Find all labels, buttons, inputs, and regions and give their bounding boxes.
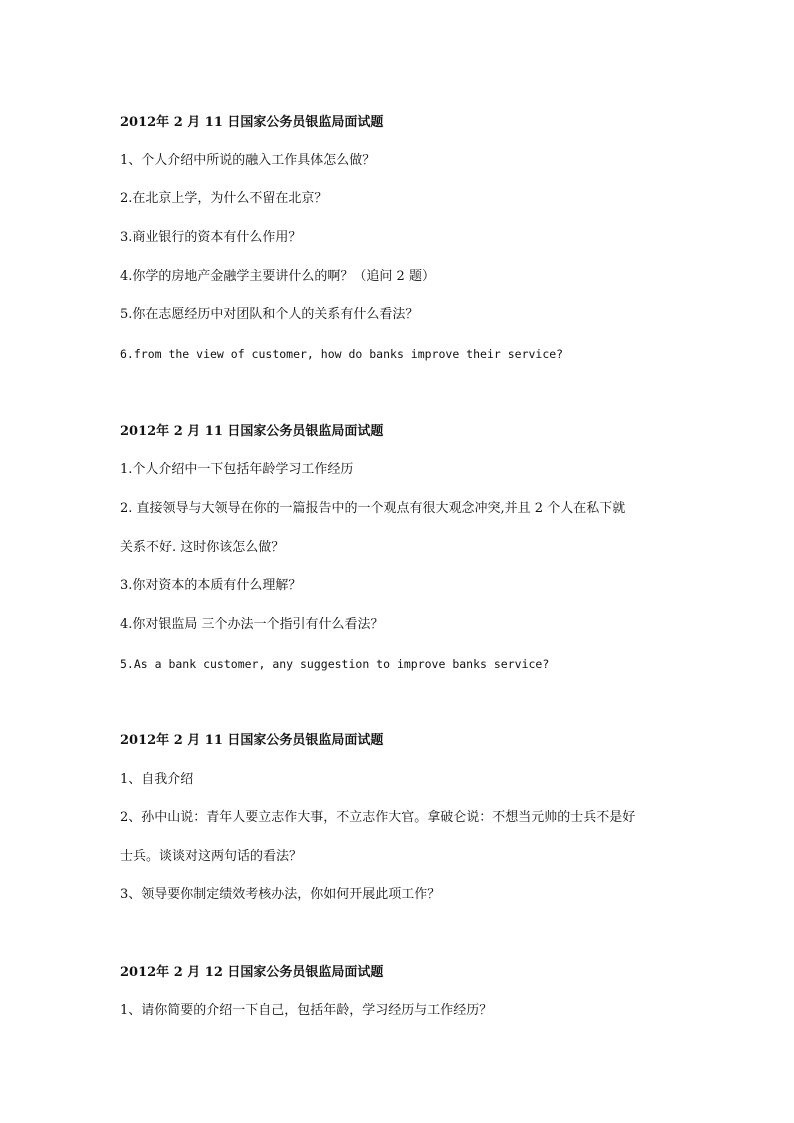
question-line: 5.你在志愿经历中对团队和个人的关系有什么看法？ <box>120 307 419 322</box>
question-line: 3.商业银行的资本有什么作用？ <box>120 230 302 245</box>
question-line: 5.As a bank customer, any suggestion to improve banks service? <box>120 657 550 671</box>
question-line: 3、领导要你制定绩效考核办法，你如何开展此项工作？ <box>120 887 441 902</box>
section-heading: 2012年 2 月 11 日国家公务员银监局面试题 <box>120 115 384 130</box>
question-line: 1、个人介绍中所说的融入工作具体怎么做？ <box>120 153 376 168</box>
question-line: 1、自我介绍 <box>120 772 194 787</box>
section-heading: 2012年 2 月 11 日国家公务员银监局面试题 <box>120 424 384 439</box>
question-line: 士兵。谈谈对这两句话的看法？ <box>120 849 303 864</box>
section-heading: 2012年 2 月 12 日国家公务员银监局面试题 <box>120 965 384 980</box>
question-line: 2、孙中山说：青年人要立志作大事，不立志作大官。拿破仑说：不想当元帅的士兵不是好 <box>120 810 636 825</box>
question-line: 1.个人介绍中一下包括年龄学习工作经历 <box>120 462 354 477</box>
question-line: 4.你对银监局 三个办法一个指引有什么看法？ <box>120 617 384 632</box>
question-line: 6.from the view of customer, how do banks improve their service? <box>120 347 564 361</box>
question-line: 关系不好. 这时你该怎么做？ <box>120 540 285 555</box>
question-line: 2. 直接领导与大领导在你的一篇报告中的一个观点有很大观念冲突,并且 2 个人在私下就 <box>120 501 626 516</box>
question-line: 2.在北京上学，为什么不留在北京？ <box>120 191 328 206</box>
section-heading: 2012年 2 月 11 日国家公务员银监局面试题 <box>120 733 384 748</box>
question-line: 1、请你简要的介绍一下自己，包括年龄，学习经历与工作经历？ <box>120 1003 493 1018</box>
question-line: 4.你学的房地产金融学主要讲什么的啊？（追问 2 题） <box>120 269 435 284</box>
question-line: 3.你对资本的本质有什么理解？ <box>120 578 302 593</box>
